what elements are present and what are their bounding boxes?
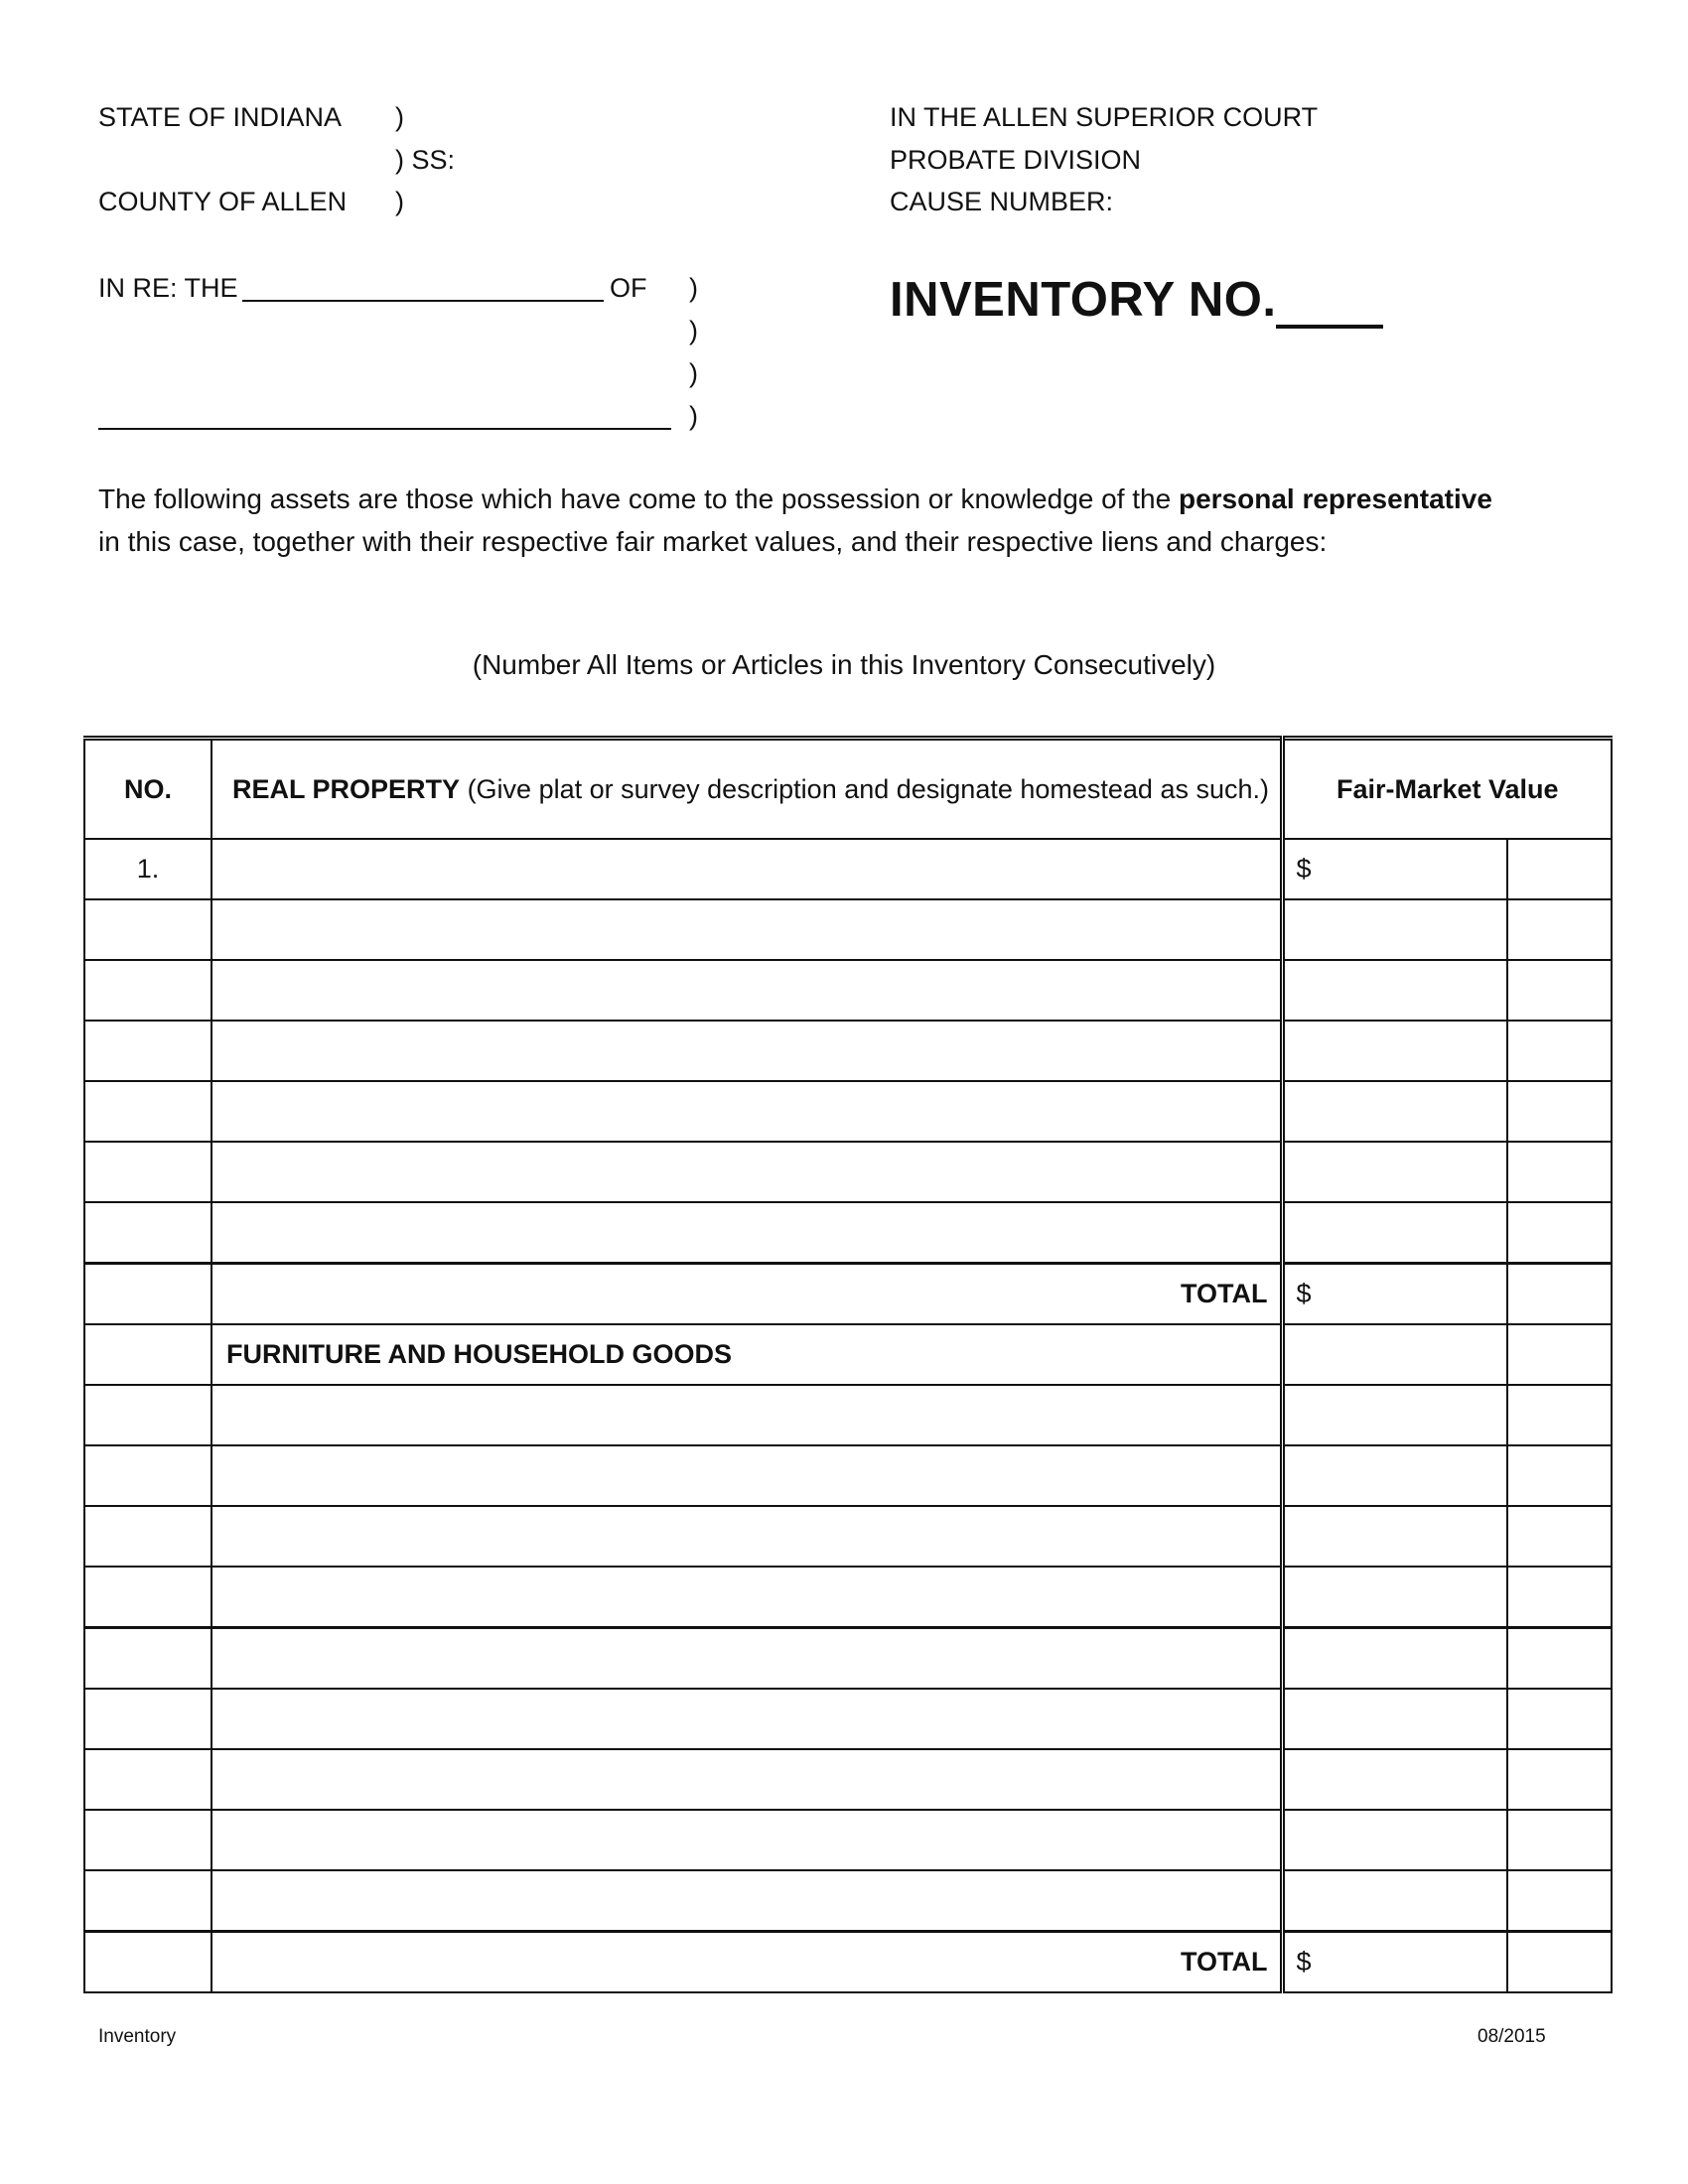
description-cell[interactable] <box>211 839 1282 899</box>
number-cell[interactable] <box>84 1689 211 1749</box>
inventory-table <box>83 736 1613 1993</box>
value-dollar-cell[interactable] <box>1282 1385 1507 1445</box>
value-cents-cell[interactable] <box>1507 1628 1612 1690</box>
number-cell[interactable] <box>84 1628 211 1690</box>
col-header-fair-market-value: Fair-Market Value <box>1282 739 1612 840</box>
caption-paren: ) <box>689 273 698 303</box>
county-label: COUNTY OF ALLEN <box>98 187 348 216</box>
value-dollar-cell[interactable] <box>1282 1749 1507 1810</box>
number-cell[interactable] <box>84 1021 211 1081</box>
value-cents-cell[interactable] <box>1507 1870 1612 1932</box>
value-cents-cell[interactable] <box>1507 1689 1612 1749</box>
value-cents-cell[interactable] <box>1507 1021 1612 1081</box>
table-row <box>84 1870 1612 1932</box>
furniture-total-value[interactable]: $ <box>1282 1932 1507 1993</box>
caption-paren: ) <box>689 401 698 431</box>
description-cell[interactable] <box>211 1385 1282 1445</box>
intro-paragraph <box>98 478 1492 563</box>
real-property-total-label: TOTAL <box>211 1264 1282 1325</box>
value-dollar-cell[interactable] <box>1282 1628 1507 1690</box>
table-row <box>84 1142 1612 1202</box>
number-cell <box>84 1932 211 1993</box>
value-cents-cell[interactable] <box>1507 1445 1612 1506</box>
document-title: INVENTORY NO. <box>890 273 1277 327</box>
table-row <box>84 1689 1612 1749</box>
number-cell <box>84 1264 211 1325</box>
col-header-real-property <box>211 739 1282 840</box>
court-name: IN THE ALLEN SUPERIOR COURT <box>890 102 1319 132</box>
table-row <box>84 960 1612 1021</box>
value-dollar-cell[interactable] <box>1282 1810 1507 1870</box>
furniture-section-heading: FURNITURE AND HOUSEHOLD GOODS <box>211 1324 1282 1385</box>
number-cell[interactable] <box>84 1445 211 1506</box>
item-number: 1. <box>84 839 211 899</box>
col-header-no: NO. <box>84 739 211 840</box>
footer-revision-date: 08/2015 <box>1477 2026 1546 2047</box>
description-cell[interactable] <box>211 1567 1282 1628</box>
description-cell[interactable] <box>211 1142 1282 1202</box>
value-cents-cell[interactable] <box>1507 1081 1612 1142</box>
estate-type-blank[interactable] <box>242 300 604 302</box>
real-property-total-value[interactable]: $ <box>1282 1264 1507 1325</box>
number-cell[interactable] <box>84 1202 211 1264</box>
value-cents-cell[interactable] <box>1507 899 1612 960</box>
table-row <box>84 1810 1612 1870</box>
table-row <box>84 1202 1612 1264</box>
description-cell[interactable] <box>211 1506 1282 1567</box>
number-cell[interactable] <box>84 960 211 1021</box>
value-dollar-cell[interactable] <box>1282 1689 1507 1749</box>
intro-text: The following assets are those which have come to the possession or knowledge of the <box>98 483 1172 514</box>
number-cell[interactable] <box>84 1810 211 1870</box>
description-cell[interactable] <box>211 1202 1282 1264</box>
description-cell[interactable] <box>211 1628 1282 1690</box>
description-cell[interactable] <box>211 899 1282 960</box>
description-cell[interactable] <box>211 1870 1282 1932</box>
description-cell[interactable] <box>211 960 1282 1021</box>
instruction-note: (Number All Items or Articles in this Inventory Consecutively) <box>472 649 1216 680</box>
caption-paren: ) <box>395 187 404 216</box>
caption-paren: ) <box>689 316 698 345</box>
value-dollar-cell[interactable] <box>1282 899 1507 960</box>
decedent-name-blank[interactable] <box>98 428 671 430</box>
of-label: OF <box>610 273 647 303</box>
table-row <box>84 1385 1612 1445</box>
value-dollar-cell[interactable] <box>1282 1142 1507 1202</box>
number-cell[interactable] <box>84 1870 211 1932</box>
footer-form-name: Inventory <box>98 2026 177 2047</box>
number-cell[interactable] <box>84 1385 211 1445</box>
real-property-heading: REAL PROPERTY <box>232 773 461 804</box>
value-cents-cell[interactable] <box>1507 1264 1612 1325</box>
value-dollar-cell[interactable] <box>1282 1202 1507 1264</box>
real-property-total-row <box>84 1264 1612 1325</box>
number-cell[interactable] <box>84 1749 211 1810</box>
value-cents-cell[interactable] <box>1507 1810 1612 1870</box>
state-label: STATE OF INDIANA <box>98 102 343 132</box>
furniture-section-row <box>84 1324 1612 1385</box>
furniture-total-label: TOTAL <box>211 1932 1282 1993</box>
furniture-total-row <box>84 1932 1612 1993</box>
table-row <box>84 1021 1612 1081</box>
caption-paren: ) <box>689 358 698 388</box>
table-row <box>84 1445 1612 1506</box>
value-dollar-cell[interactable] <box>1282 1506 1507 1567</box>
value-dollar-cell <box>1282 1324 1507 1385</box>
number-cell[interactable] <box>84 1142 211 1202</box>
inventory-number-blank[interactable] <box>1276 325 1383 329</box>
number-cell[interactable] <box>84 899 211 960</box>
real-property-hint: (Give plat or survey description and designate homestead as such.) <box>467 773 1269 804</box>
ss-label: ) SS: <box>395 145 456 175</box>
value-dollar-cell[interactable] <box>1282 1081 1507 1142</box>
caption-paren: ) <box>395 102 404 132</box>
description-cell[interactable] <box>211 1081 1282 1142</box>
value-dollar-cell[interactable] <box>1282 1445 1507 1506</box>
value-cents-cell[interactable] <box>1507 1932 1612 1993</box>
value-dollar-cell[interactable] <box>1282 1567 1507 1628</box>
value-cents-cell[interactable] <box>1507 839 1612 899</box>
value-cents-cell[interactable] <box>1507 1385 1612 1445</box>
value-dollar-cell[interactable]: $ <box>1282 839 1507 899</box>
table-row <box>84 899 1612 960</box>
value-cents-cell[interactable] <box>1507 1506 1612 1567</box>
intro-bold-text: personal representative <box>1178 483 1492 514</box>
value-cents-cell[interactable] <box>1507 1142 1612 1202</box>
table-row <box>84 1749 1612 1810</box>
table-row <box>84 1081 1612 1142</box>
value-cents-cell[interactable] <box>1507 1749 1612 1810</box>
value-dollar-cell[interactable] <box>1282 960 1507 1021</box>
table-row <box>84 1506 1612 1567</box>
value-dollar-cell[interactable] <box>1282 1870 1507 1932</box>
description-cell[interactable] <box>211 1810 1282 1870</box>
number-cell <box>84 1324 211 1385</box>
description-cell[interactable] <box>211 1749 1282 1810</box>
table-row <box>84 1628 1612 1690</box>
description-cell[interactable] <box>211 1689 1282 1749</box>
table-row <box>84 1567 1612 1628</box>
court-division: PROBATE DIVISION <box>890 145 1142 175</box>
number-cell[interactable] <box>84 1506 211 1567</box>
number-cell[interactable] <box>84 1081 211 1142</box>
table-header-row <box>84 739 1612 840</box>
description-cell[interactable] <box>211 1021 1282 1081</box>
intro-text-line2: in this case, together with their respective fair market values, and their respective liens and charges: <box>98 526 1328 557</box>
in-re-label: IN RE: THE <box>98 273 238 303</box>
number-cell[interactable] <box>84 1567 211 1628</box>
table-row <box>84 839 1612 899</box>
value-cents-cell[interactable] <box>1507 960 1612 1021</box>
value-dollar-cell[interactable] <box>1282 1021 1507 1081</box>
cause-number-label: CAUSE NUMBER: <box>890 187 1114 216</box>
value-cents-cell[interactable] <box>1507 1202 1612 1264</box>
description-cell[interactable] <box>211 1445 1282 1506</box>
value-cents-cell <box>1507 1324 1612 1385</box>
value-cents-cell[interactable] <box>1507 1567 1612 1628</box>
